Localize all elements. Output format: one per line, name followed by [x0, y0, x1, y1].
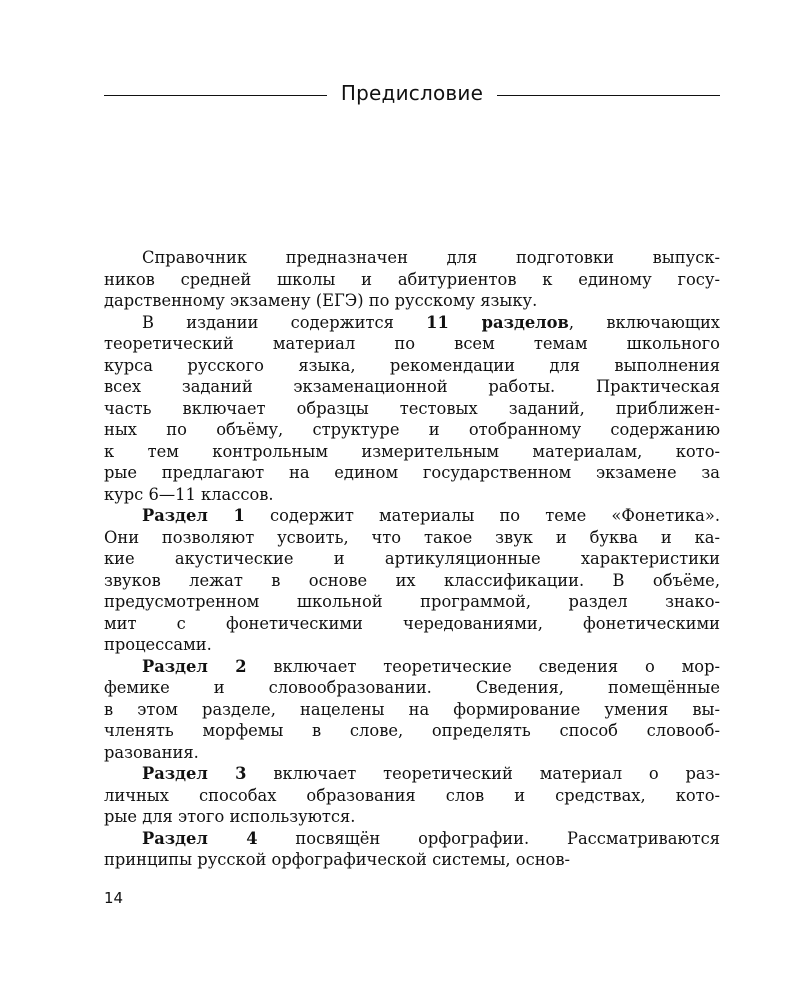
- text-segment: Справочник предназначен для подготовки выпуск-: [142, 248, 720, 267]
- text-line: [104, 312, 720, 334]
- paragraph: [104, 763, 720, 828]
- text-segment: в этом разделе, нацелены на формирование умения вы-: [104, 699, 720, 719]
- text-segment: всех заданий экзаменационной работы. Практическая: [104, 377, 720, 396]
- text-segment: дарственному экзамену (ЕГЭ) по русскому языку.: [104, 291, 538, 310]
- text-segment: часть включает образцы тестовых заданий, приближен-: [104, 398, 720, 418]
- bold-term: Раздел 3: [142, 764, 247, 783]
- text-line: [104, 247, 720, 269]
- text-segment: к тем контрольным измерительным материалам, кото-: [104, 441, 720, 461]
- text-segment: личных способах образования слов и средствах, кото-: [104, 785, 720, 805]
- text-segment: принципы русской орфографической системы, основ-: [104, 850, 571, 869]
- text-line: [104, 785, 720, 807]
- text-segment: рые для этого используются.: [104, 807, 356, 826]
- text-line: [104, 613, 720, 635]
- text-segment: предусмотренном школьной программой, раздел знако-: [104, 592, 720, 611]
- text-line: [104, 742, 720, 764]
- text-segment: ных по объёму, структуре и отобранному содержанию: [104, 420, 720, 439]
- text-line: [104, 376, 720, 398]
- text-line: [104, 763, 720, 785]
- text-line: [104, 699, 720, 721]
- bold-term: 11 разделов: [426, 312, 569, 332]
- text-segment: фемике и словообразовании. Сведения, помещённые: [104, 678, 720, 697]
- paragraph: [104, 656, 720, 764]
- text-line: [104, 548, 720, 570]
- text-segment: включает теоретический материал о раз-: [246, 764, 720, 783]
- text-line: [104, 333, 720, 355]
- bold-term: Раздел 4: [142, 828, 258, 848]
- text-line: [104, 484, 720, 506]
- text-line: [104, 527, 720, 549]
- text-segment: , включающих: [568, 312, 720, 332]
- text-line: [104, 591, 720, 613]
- text-segment: включает теоретические сведения о мор-: [246, 656, 721, 676]
- paragraph: [104, 828, 720, 871]
- text-line: [104, 462, 720, 484]
- text-line: [104, 656, 720, 678]
- text-segment: разования.: [104, 742, 199, 762]
- text-line: [104, 398, 720, 420]
- text-segment: звуков лежат в основе их классификации. В объёме,: [104, 570, 720, 590]
- header-rule-right: [497, 95, 720, 96]
- bold-term: Раздел 2: [142, 656, 247, 676]
- chapter-title: Предисловие: [340, 81, 484, 105]
- paragraph: [104, 312, 720, 506]
- text-line: [104, 806, 720, 828]
- text-segment: членять морфемы в слове, определять способ словооб-: [104, 721, 720, 740]
- text-segment: кие акустические и артикуляционные характеристики: [104, 549, 720, 568]
- text-line: [104, 355, 720, 377]
- text-segment: ников средней школы и абитуриентов к единому госу-: [104, 269, 720, 289]
- text-line: [104, 269, 720, 291]
- text-segment: теоретический материал по всем темам школьного: [104, 334, 720, 353]
- text-segment: курса русского языка, рекомендации для выполнения: [104, 355, 720, 375]
- page-number: 14: [104, 889, 124, 907]
- text-line: [104, 505, 720, 527]
- paragraph: [104, 505, 720, 656]
- text-line: [104, 720, 720, 742]
- text-line: [104, 419, 720, 441]
- text-segment: содержит материалы по теме «Фонетика».: [244, 506, 721, 525]
- text-line: [104, 849, 720, 871]
- text-line: [104, 290, 720, 312]
- text-segment: процессами.: [104, 635, 212, 654]
- text-segment: рые предлагают на едином государственном экзамене за: [104, 463, 720, 482]
- text-segment: курс 6—11 классов.: [104, 484, 274, 504]
- text-line: [104, 441, 720, 463]
- bold-term: Раздел 1: [142, 506, 245, 525]
- running-header: [104, 78, 720, 108]
- text-segment: В издании содержится: [142, 312, 427, 332]
- text-line: [104, 677, 720, 699]
- paragraph: [104, 247, 720, 312]
- header-rule-left: [104, 95, 327, 96]
- text-segment: посвящён орфографии. Рассматриваются: [257, 828, 721, 848]
- text-segment: Они позволяют усвоить, что такое звук и буква и ка-: [104, 527, 720, 547]
- text-line: [104, 634, 720, 656]
- text-line: [104, 828, 720, 850]
- text-segment: мит с фонетическими чередованиями, фонетическими: [104, 613, 720, 633]
- body-text: [104, 247, 720, 871]
- text-line: [104, 570, 720, 592]
